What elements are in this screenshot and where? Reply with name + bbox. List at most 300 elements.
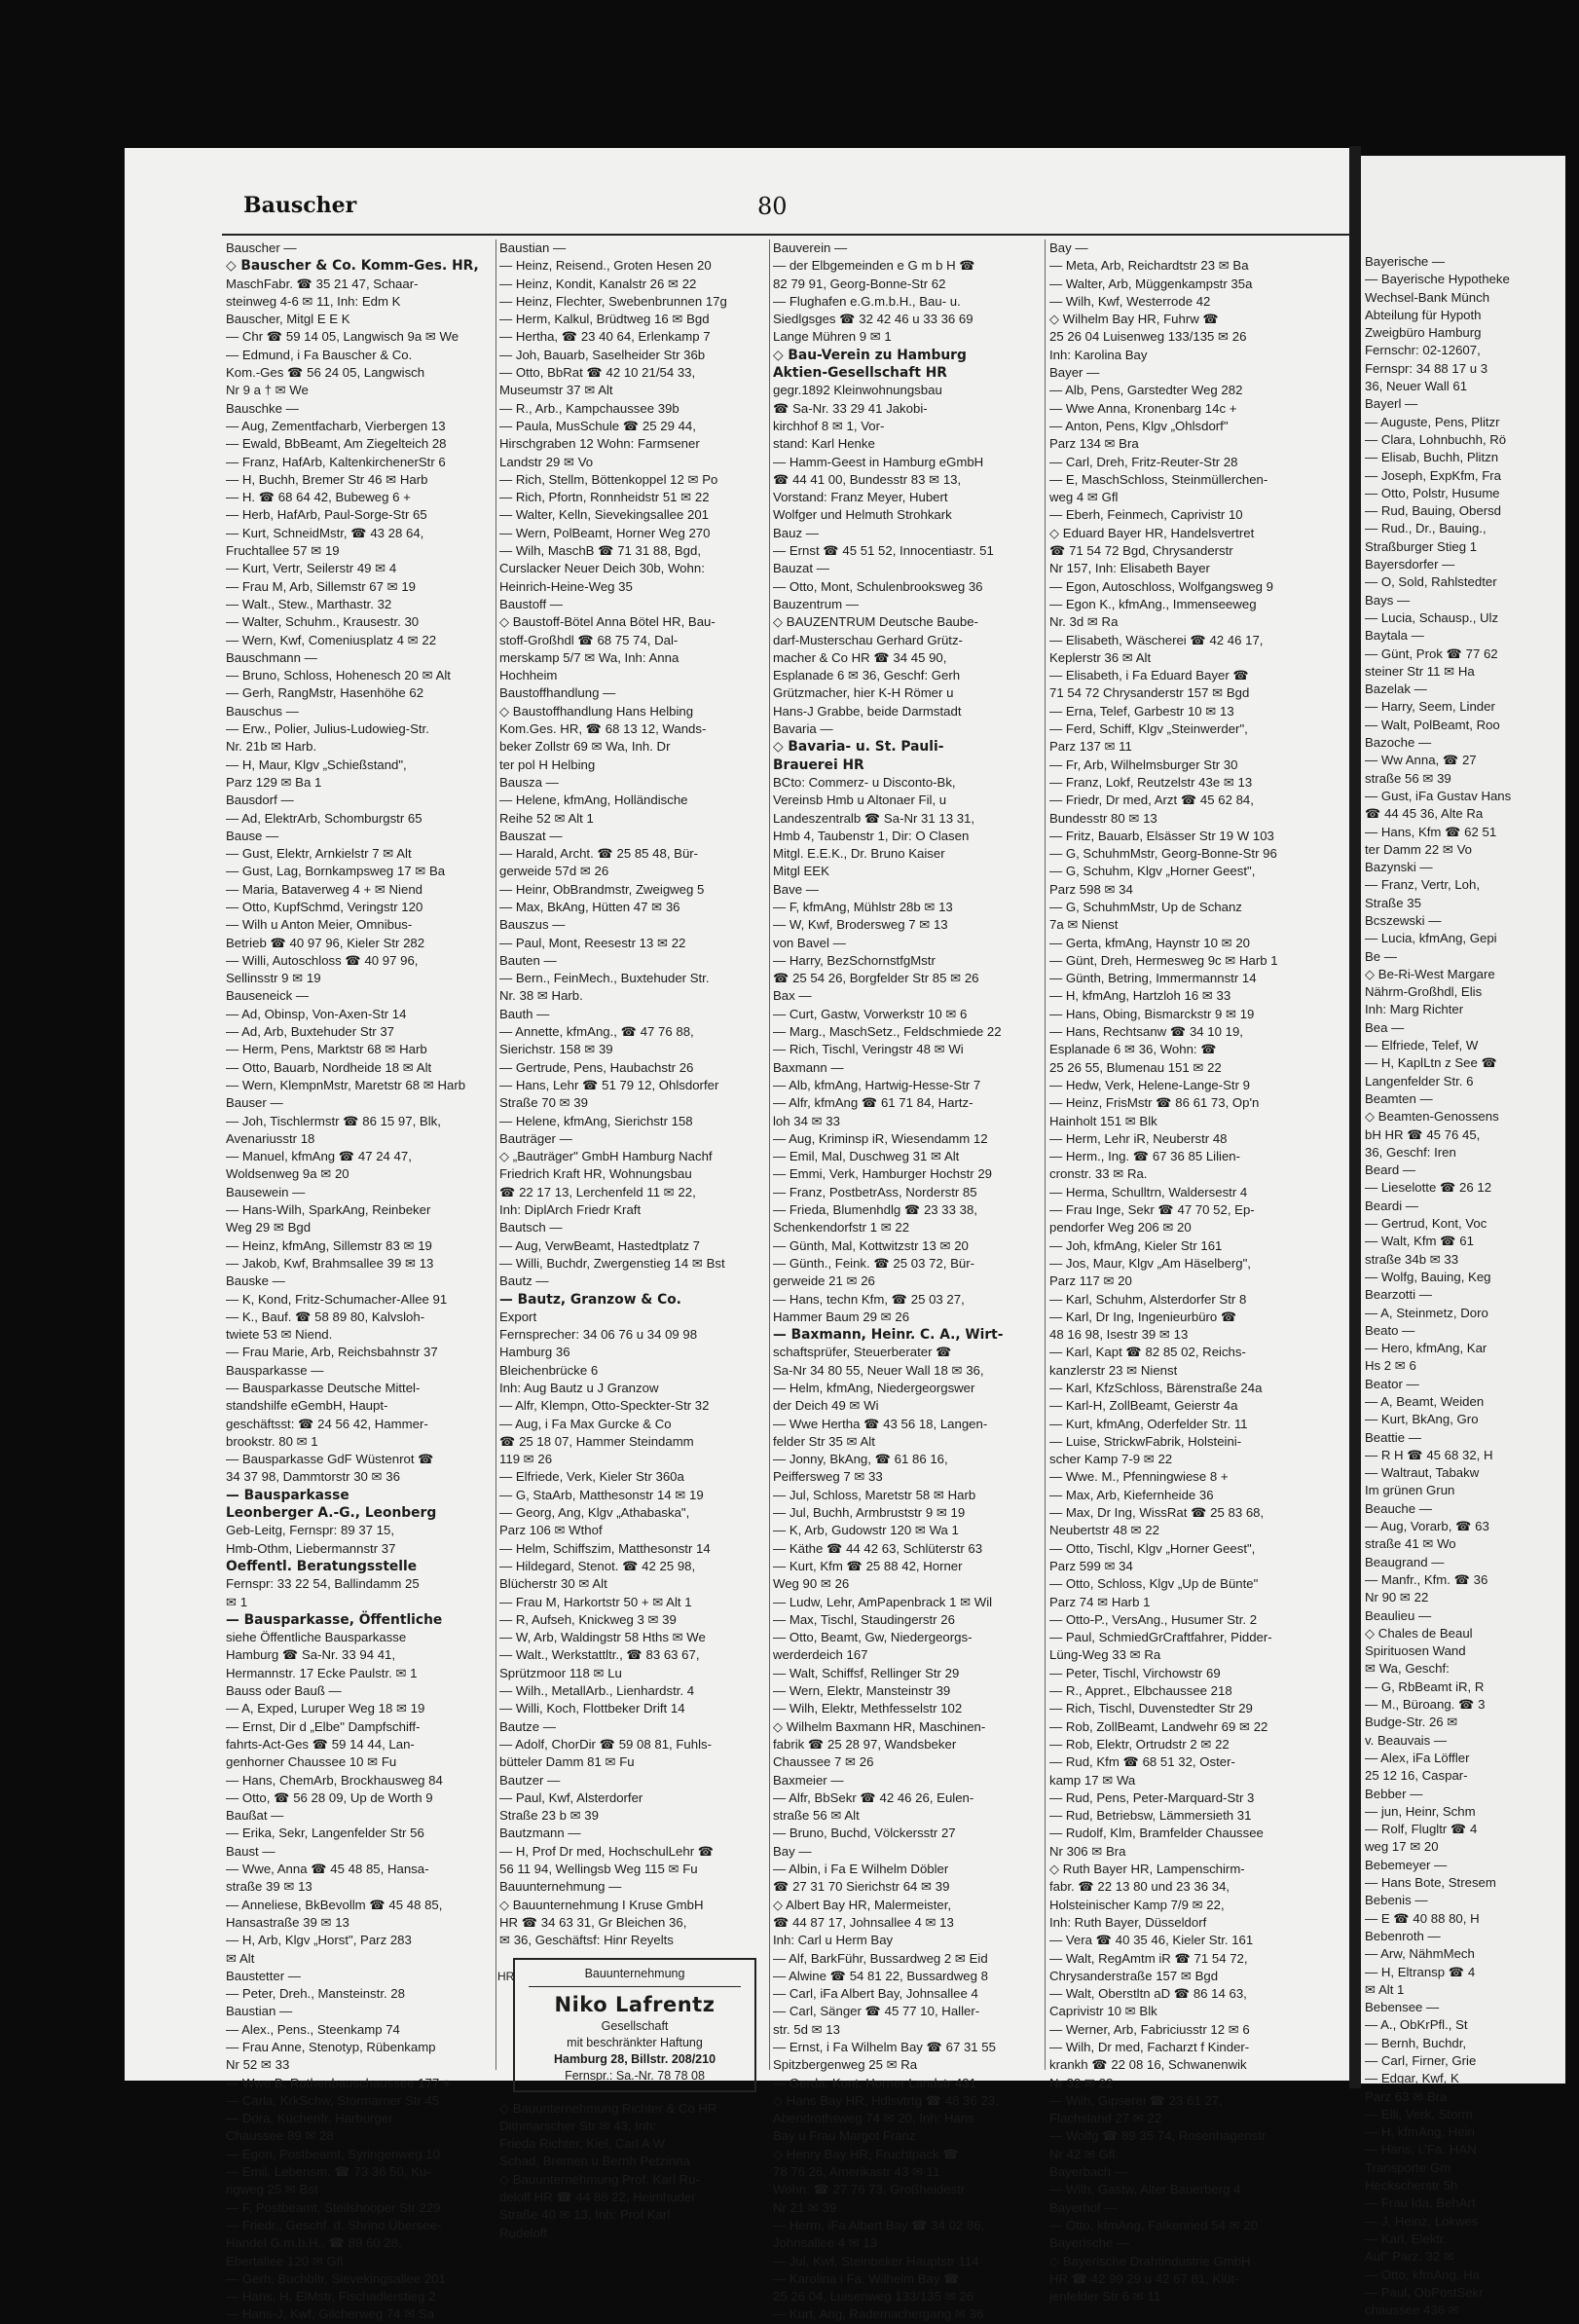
- surname-heading: Bauschke —: [226, 400, 299, 416]
- column-divider: [769, 240, 770, 2070]
- directory-entry-line: Nr 52 ✉ 33: [226, 2057, 290, 2073]
- directory-entry-line: straße 41 ✉ Wo: [1365, 1536, 1456, 1552]
- directory-entry-line: — Jul, Schloss, Maretstr 58 ✉ Harb: [773, 1487, 976, 1502]
- directory-entry-line: — Jonny, BkAng, ☎ 61 86 16,: [773, 1452, 948, 1467]
- directory-entry-line: — Bausparkasse Deutsche Mittel-: [226, 1381, 421, 1395]
- directory-entry-line: Blücherstr 30 ✉ Alt: [499, 1576, 607, 1592]
- directory-entry-line: — Karl, Kapt ☎ 82 85 02, Reichs-: [1049, 1345, 1246, 1360]
- directory-entry-line: — Gust, Elektr, Arnkielstr 7 ✉ Alt: [226, 846, 412, 862]
- directory-entry-line: — Elfriede, Verk, Kieler Str 360a: [499, 1469, 684, 1485]
- directory-entry-line: — Frau Ida, BehArt: [1365, 2195, 1476, 2211]
- directory-entry-line: — Rud, Bauing, Obersd: [1365, 503, 1502, 519]
- directory-entry-line: Grützmacher, hier K-H Römer u: [773, 685, 954, 701]
- directory-entry-line: — Karl-H, ZollBeamt, Geierstr 4a: [1049, 1398, 1238, 1414]
- directory-entry-line: — Hans-J, Kwf, Gilcherweg 74 ✉ Sa: [226, 2306, 435, 2322]
- surname-heading: Bea —: [1365, 1019, 1405, 1035]
- directory-entry-line: ◇ Eduard Bayer HR, Handelsvertret: [1049, 525, 1255, 540]
- directory-entry-line: ☎ 44 41 00, Bundesstr 83 ✉ 13,: [773, 471, 962, 487]
- directory-entry-line: — Gertrud, Kont, Voc: [1365, 1216, 1487, 1232]
- directory-entry-line: Sellinsstr 9 ✉ 19: [226, 971, 321, 986]
- directory-entry-line: darf-Musterschau Gerhard Grütz-: [773, 632, 963, 647]
- directory-entry-line: — Günt, Dreh, Hermesweg 9c ✉ Harb 1: [1049, 952, 1278, 968]
- surname-heading: Bayerische —: [1049, 2235, 1130, 2251]
- directory-entry-line: ◇ Baustoff-Bötel Anna Bötel HR, Bau-: [499, 614, 716, 630]
- directory-entry-line: — Hertha, ☎ 23 40 64, Erlenkamp 7: [499, 329, 711, 345]
- directory-entry-line: loh 34 ✉ 33: [773, 1113, 840, 1128]
- directory-entry-line: — Otto, ☎ 56 28 09, Up de Worth 9: [226, 1789, 433, 1805]
- directory-entry-line: — Walter, Arb, Müggenkampstr 35a: [1049, 276, 1253, 291]
- directory-entry-line: 82 79 91, Georg-Bonne-Str 62: [773, 276, 946, 291]
- directory-entry-line: — Heinz, FrisMstr ☎ 86 61 73, Op'n: [1049, 1095, 1260, 1111]
- directory-entry-line: Auf" Parz. 32 ✉: [1365, 2249, 1454, 2265]
- directory-entry-line: 25 26 04 Luisenweg 133/135 ✉ 26: [1049, 329, 1247, 345]
- surname-heading: Bebensee —: [1365, 2000, 1440, 2015]
- directory-entry-line: 119 ✉ 26: [499, 1452, 553, 1467]
- directory-entry-line: — Anneliese, BkBevollm ☎ 45 48 85,: [226, 1897, 443, 1912]
- directory-entry-line: — Rudolf, Klm, Bramfelder Chaussee: [1049, 1826, 1264, 1841]
- surname-heading: Bebenroth —: [1365, 1928, 1441, 1943]
- directory-entry-line: — Käthe ☎ 44 42 63, Schlüterstr 63: [773, 1540, 983, 1556]
- surname-heading: Bautzer —: [499, 1772, 561, 1788]
- directory-entry-line: — Rud, Kfm ☎ 68 51 32, Oster-: [1049, 1754, 1235, 1770]
- directory-entry-line: — Kurt, BkAng, Gro: [1365, 1412, 1479, 1427]
- directory-entry-line: Im grünen Grun: [1365, 1483, 1455, 1498]
- surname-heading: Bazelak —: [1365, 682, 1427, 697]
- directory-entry-line: ter pol H Helbing: [499, 756, 596, 772]
- directory-entry-line: — Hans, Lehr ☎ 51 79 12, Ohlsdorfer: [499, 1077, 719, 1092]
- directory-entry-line: — Max, Dr Ing, WissRat ☎ 25 83 68,: [1049, 1505, 1265, 1521]
- directory-entry-line: Nr 32 ✉ 22: [1049, 2075, 1114, 2090]
- directory-entry-line: — Jul, Buchh, Armbruststr 9 ✉ 19: [773, 1505, 966, 1521]
- next-page-edge: [1361, 156, 1565, 2318]
- directory-entry-line: — Carla, KrkSchw, Stormarner Str 45: [226, 2092, 440, 2108]
- surname-heading: Bautze —: [499, 1718, 556, 1734]
- advertisement-box: [497, 1958, 756, 2092]
- surname-heading: Bauth —: [499, 1006, 550, 1021]
- directory-entry-line: Esplanade 6 ✉ 36, Geschf: Gerh: [773, 668, 961, 683]
- directory-entry-line: Bay u Frau Margot Franz: [773, 2128, 916, 2144]
- directory-entry-line: — Hans, ChemArb, Brockhausweg 84: [226, 1772, 443, 1788]
- surname-heading: Bauschus —: [226, 703, 299, 719]
- directory-entry-line: ✉ Alt: [226, 1950, 255, 1966]
- directory-entry-line: — Annette, kfmAng., ☎ 47 76 88,: [499, 1024, 694, 1040]
- directory-entry-line: — Kurt, Ang, Rademachergang ✉ 36: [773, 2306, 984, 2322]
- surname-heading: Beauche —: [1365, 1500, 1432, 1516]
- directory-entry-line: gerweide 21 ✉ 26: [773, 1273, 875, 1289]
- directory-entry-line: Langenfelder Str. 6: [1365, 1073, 1474, 1088]
- directory-entry-line: — Emil, Lebensm. ☎ 73 36 50, Ku-: [226, 2164, 431, 2180]
- directory-entry-line: ◇ Wilhelm Baxmann HR, Maschinen-: [773, 1718, 986, 1734]
- directory-entry-line: — Baxmann, Heinr. C. A., Wirt-: [773, 1327, 1004, 1344]
- directory-entry-line: krankh ☎ 22 08 16, Schwanenwik: [1049, 2057, 1247, 2073]
- directory-entry-line: — Bernh, Buchdr,: [1365, 2035, 1467, 2050]
- directory-entry-line: Parz 117 ✉ 20: [1049, 1273, 1132, 1289]
- directory-entry-line: — Rob, ZollBeamt, Landwehr 69 ✉ 22: [1049, 1718, 1268, 1734]
- surname-heading: Bayerhof —: [1049, 2199, 1118, 2215]
- directory-entry-line: — Willi, Buchdr, Zwergenstieg 14 ✉ Bst: [499, 1255, 725, 1271]
- directory-entry-line: — Auguste, Pens, Plitzr: [1365, 414, 1500, 429]
- directory-entry-line: Nr 21 ✉ 39: [773, 2199, 837, 2215]
- directory-entry-line: — Wern, KlempnMstr, Maretstr 68 ✉ Harb: [226, 1077, 466, 1092]
- directory-entry-line: — Walt, PolBeamt, Roo: [1365, 717, 1500, 732]
- directory-entry-line: — Jul, Kwf, Steinbeker Hauptstr 114: [773, 2253, 979, 2269]
- directory-entry-line: — A, Steinmetz, Doro: [1365, 1305, 1488, 1320]
- directory-entry-line: 34 37 98, Dammtorstr 30 ✉ 36: [226, 1469, 400, 1485]
- directory-entry-line: — R., Appret., Elbchaussee 218: [1049, 1683, 1232, 1699]
- directory-entry-line: — Erw., Polier, Julius-Ludowieg-Str.: [226, 721, 429, 737]
- directory-entry-line: — Carl, Firner, Grie: [1365, 2052, 1477, 2068]
- surname-heading: v. Beauvais —: [1365, 1732, 1448, 1748]
- directory-entry-line: — Joh, kfmAng, Kieler Str 161: [1049, 1237, 1223, 1253]
- surname-heading: Bauunternehmung —: [499, 1879, 622, 1895]
- directory-entry-line: — Aug, VerwBeamt, Hastedtplatz 7: [499, 1237, 700, 1253]
- directory-entry-line: — Wern, PolBeamt, Horner Weg 270: [499, 525, 711, 540]
- ad-address: Hamburg 28, Billstr. 208/210: [553, 2051, 716, 2066]
- directory-entry-line: — der Elbgemeinden e G m b H ☎: [773, 258, 975, 274]
- directory-entry-line: — Lucia, kfmAng, Gepi: [1365, 931, 1497, 946]
- directory-entry-line: — Hans-Wilh, SparkAng, Reinbeker: [226, 1202, 431, 1218]
- directory-entry-line: merskamp 5/7 ✉ Wa, Inh: Anna: [499, 649, 679, 665]
- surname-heading: Baust —: [226, 1843, 275, 1859]
- directory-entry-line: — Joseph, ExpKfm, Fra: [1365, 467, 1501, 483]
- directory-entry-line: Chaussee 89 ✉ 28: [226, 2128, 334, 2144]
- directory-entry-line: fabrik ☎ 25 28 97, Wandsbeker: [773, 1736, 957, 1752]
- directory-entry-line: Nr 90 ✉ 22: [1365, 1590, 1429, 1605]
- directory-entry-line: Lüng-Weg 33 ✉ Ra: [1049, 1647, 1161, 1663]
- directory-entry-line: Straßburger Stieg 1: [1365, 538, 1478, 554]
- directory-entry-line: steiner Str 11 ✉ Ha: [1365, 663, 1475, 679]
- directory-entry-line: — Max, Tischl, Staudingerstr 26: [773, 1611, 955, 1627]
- directory-entry-line: chaussee 436 ✉: [1365, 2303, 1459, 2318]
- directory-entry-line: geschäftsst: ☎ 24 56 42, Hammer-: [226, 1416, 428, 1431]
- directory-entry-line: — Wilh, MaschB ☎ 71 31 88, Bgd,: [499, 543, 702, 559]
- directory-entry-line: Parz 129 ✉ Ba 1: [226, 774, 322, 790]
- directory-entry-line: — Kurt, kfmAng, Oderfelder Str. 11: [1049, 1416, 1248, 1431]
- directory-entry-line: — Carl, Sänger ☎ 45 77 10, Haller-: [773, 2004, 980, 2019]
- directory-entry-line: — Walter, Schuhm., Krausestr. 30: [226, 614, 420, 630]
- directory-entry-line: — Herm, Kalkul, Brüdtweg 16 ✉ Bgd: [499, 312, 710, 327]
- surname-heading: Be —: [1365, 948, 1397, 964]
- directory-entry-line: — Peter, Tischl, Virchowstr 69: [1049, 1665, 1221, 1680]
- directory-entry-line: — Max, Arb, Kiefernheide 36: [1049, 1487, 1214, 1502]
- directory-entry-line: — Ernst ☎ 45 51 52, Innocentiastr. 51: [773, 543, 994, 559]
- directory-entry-line: Inh: Ruth Bayer, Düsseldorf: [1049, 1914, 1207, 1930]
- directory-entry-line: scher Kamp 7-9 ✉ 22: [1049, 1452, 1173, 1467]
- directory-entry-line: Wolfger und Helmuth Strohkark: [773, 507, 952, 523]
- surname-heading: Bautzmann —: [499, 1826, 581, 1841]
- directory-entry-line: — Alex., Pens., Steenkamp 74: [226, 2021, 400, 2037]
- column-5: [1365, 253, 1579, 2319]
- directory-entry-line: Hainholt 151 ✉ Blk: [1049, 1113, 1157, 1128]
- directory-entry-line: — Gertrude, Pens, Haubachstr 26: [499, 1059, 694, 1075]
- directory-entry-line: weg 4 ✉ Gfl: [1049, 490, 1119, 505]
- directory-entry-line: — Frau Marie, Arb, Reichsbahnstr 37: [226, 1345, 438, 1360]
- directory-entry-line: — Walt, RegAmtm iR ☎ 71 54 72,: [1049, 1950, 1248, 1966]
- directory-entry-line: — Helm, Schiffszim, Matthesonstr 14: [499, 1540, 711, 1556]
- directory-entry-line: — Edgar, Kwf, K: [1365, 2071, 1459, 2086]
- directory-entry-line: — Herm, Lehr iR, Neuberstr 48: [1049, 1130, 1228, 1146]
- directory-entry-line: — Otto, KupfSchmd, Veringstr 120: [226, 899, 423, 914]
- directory-entry-line: — Herm, Pens, Marktstr 68 ✉ Harb: [226, 1042, 427, 1057]
- directory-entry-line: — Hans, Rechtsanw ☎ 34 10 19,: [1049, 1024, 1243, 1040]
- surname-heading: Bebenis —: [1365, 1893, 1428, 1908]
- directory-entry-line: — Gust, Lag, Bornkampsweg 17 ✉ Ba: [226, 864, 446, 879]
- directory-entry-line: — Karl, KfzSchloss, Bärenstraße 24a: [1049, 1381, 1263, 1395]
- directory-entry-line: Sprützmoor 118 ✉ Lu: [499, 1665, 622, 1680]
- directory-entry-line: — Maria, Bataverweg 4 + ✉ Niend: [226, 881, 422, 897]
- directory-entry-line: — Ernst, Dir d „Elbe" Dampfschiff-: [226, 1718, 421, 1734]
- directory-entry-line: — Franz, Vertr, Loh,: [1365, 877, 1481, 893]
- directory-entry-line: ◇ Baustoffhandlung Hans Helbing: [499, 703, 694, 719]
- directory-entry-line: Parz 74 ✉ Harb 1: [1049, 1594, 1151, 1609]
- directory-entry-line: — Günt, Prok ☎ 77 62: [1365, 646, 1498, 661]
- directory-entry-line: — Elfriede, Telef, W: [1365, 1038, 1479, 1053]
- directory-entry-line: — Bruno, Schloss, Hohenesch 20 ✉ Alt: [226, 668, 451, 683]
- directory-entry-line: Weg 90 ✉ 26: [773, 1576, 850, 1592]
- directory-entry-line: — G, SchuhmMstr, Georg-Bonne-Str 96: [1049, 846, 1277, 862]
- directory-entry-line: — Kurt, Vertr, Seilerstr 49 ✉ 4: [226, 561, 397, 576]
- directory-entry-line: — Walt, Oberstltn aD ☎ 86 14 63,: [1049, 1986, 1247, 2002]
- directory-entry-line: Hans-J Grabbe, beide Darmstadt: [773, 703, 962, 719]
- directory-entry-line: — Meta, Arb, Reichardtstr 23 ✉ Ba: [1049, 258, 1249, 274]
- surname-heading: Bautsch —: [499, 1220, 563, 1236]
- directory-entry-line: — Otto, kfmAng, Falkenried 54 ✉ 20: [1049, 2217, 1259, 2232]
- directory-entry-line: — E ☎ 40 88 80, H: [1365, 1910, 1480, 1926]
- directory-entry-line: — Walter, Kelln, Sievekingsallee 201: [499, 507, 710, 523]
- ad-line-1: Gesellschaft: [601, 2018, 669, 2033]
- directory-entry-line: — Frau Anne, Stenotyp, Rübenkamp: [226, 2039, 436, 2054]
- directory-entry-line: Fernspr: 33 22 54, Ballindamm 25: [226, 1576, 420, 1592]
- directory-entry-line: — Wilh, Elektr, Methfesselstr 102: [773, 1701, 963, 1716]
- directory-entry-line: — H, kfmAng, Hartzloh 16 ✉ 33: [1049, 988, 1231, 1004]
- directory-entry-line: Hirschgraben 12 Wohn: Farmsener: [499, 436, 700, 452]
- surname-heading: Bauss oder Bauß —: [226, 1683, 342, 1699]
- directory-entry-line: — Gerh, Buchbltr, Sievekingsallee 201: [226, 2270, 446, 2286]
- directory-entry-line: — Frau M, Arb, Sillemstr 67 ✉ 19: [226, 578, 416, 594]
- directory-entry-line: — Erna, Telef, Garbestr 10 ✉ 13: [1049, 703, 1234, 719]
- directory-entry-line: Kom.Ges. HR, ☎ 68 13 12, Wands-: [499, 721, 707, 737]
- directory-entry-line: Nr 157, Inh: Elisabeth Bayer: [1049, 561, 1210, 576]
- directory-entry-line: Leonberger A.-G., Leonberg: [226, 1505, 437, 1522]
- directory-entry-line: — Walt., Stew., Marthastr. 32: [226, 596, 392, 611]
- ad-phone: Fernspr.: Sa.-Nr. 78 78 08: [565, 2068, 705, 2083]
- directory-entry-line: ☎ 71 54 72 Bgd, Chrysanderstr: [1049, 543, 1233, 559]
- directory-entry-line: — Helene, kfmAng, Holländische: [499, 793, 688, 808]
- directory-entry-line: — Helm, kfmAng, Niedergeorgswer: [773, 1381, 975, 1395]
- surname-heading: Bauträger —: [499, 1130, 572, 1146]
- directory-entry-line: — Bern., FeinMech., Buxtehuder Str.: [499, 971, 710, 986]
- directory-entry-line: — Wwe Hertha ☎ 43 56 18, Langen-: [773, 1416, 988, 1431]
- surname-heading: Bebber —: [1365, 1786, 1423, 1801]
- directory-entry-line: brookstr. 80 ✉ 1: [226, 1433, 318, 1449]
- directory-entry-line: Nr. 21b ✉ Harb.: [226, 739, 317, 755]
- directory-entry-line: stoff-Großhdl ☎ 68 75 74, Dal-: [499, 632, 679, 647]
- directory-entry-line: kamp 17 ✉ Wa: [1049, 1772, 1136, 1788]
- directory-entry-line: Museumstr 37 ✉ Alt: [499, 383, 613, 398]
- directory-entry-line: — Paul, SchmiedGrCraftfahrer, Pidder-: [1049, 1630, 1272, 1645]
- directory-entry-line: ☎ Sa-Nr. 33 29 41 Jakobi-: [773, 400, 928, 416]
- directory-entry-line: — Frieda, Blumenhdlg ☎ 23 33 38,: [773, 1202, 977, 1218]
- directory-entry-line: — Walt, Kfm ☎ 61: [1365, 1234, 1474, 1249]
- directory-entry-line: ◇ Bavaria- u. St. Pauli-: [773, 739, 944, 756]
- directory-entry-line: Hmb-Othm, Liebermannstr 37: [226, 1540, 396, 1556]
- directory-entry-line: — E, MaschSchloss, Steinmüllerchen-: [1049, 471, 1268, 487]
- directory-entry-line: 25 26 04, Luisenweg 133/135 ✉ 26: [773, 2289, 974, 2305]
- directory-entry-line: — Dora, Küchenfr, Harburger: [226, 2111, 393, 2126]
- directory-entry-line: — Hamm-Geest in Hamburg eGmbH: [773, 454, 984, 469]
- directory-entry-line: ◇ Hans Bay HR, Hdlsvtrtg ☎ 48 36 23,: [773, 2092, 999, 2108]
- directory-entry-line: Parz 598 ✉ 34: [1049, 881, 1133, 897]
- directory-entry-line: stand: Karl Henke: [773, 436, 875, 452]
- directory-entry-line: Inh: DiplArch Friedr Kraft: [499, 1202, 642, 1218]
- directory-entry-line: Brauerei HR: [773, 756, 864, 773]
- directory-entry-line: Transporte Gm: [1365, 2159, 1451, 2175]
- directory-entry-line: straße 34b ✉ 33: [1365, 1251, 1459, 1267]
- directory-entry-line: Inh: Karolina Bay: [1049, 347, 1148, 362]
- directory-entry-line: — Wwe B, Rothenbauschaussee 177 +: [226, 2075, 451, 2090]
- directory-entry-line: Abteilung für Hypoth: [1365, 307, 1482, 322]
- directory-entry-line: — Karolina i Fa. Wilhelm Bay ☎: [773, 2270, 960, 2286]
- surname-heading: Bause —: [226, 828, 279, 843]
- directory-entry-line: Betrieb ☎ 40 97 96, Kieler Str 282: [226, 935, 425, 950]
- directory-entry-line: ◇ Be-Ri-West Margare: [1365, 966, 1495, 981]
- directory-entry-line: — Wwe. M., Pfenningwiese 8 +: [1049, 1469, 1229, 1485]
- directory-entry-line: 25 26 55, Blumenau 151 ✉ 22: [1049, 1059, 1222, 1075]
- directory-entry-line: Fruchtallee 57 ✉ 19: [226, 543, 340, 559]
- surname-heading: Bayersdorfer —: [1365, 557, 1455, 572]
- directory-entry-line: — Bayerische Hypotheke: [1365, 272, 1510, 287]
- directory-entry-line: — J, Heinz, Lokwes: [1365, 2213, 1479, 2229]
- directory-entry-line: Landstr 29 ✉ Vo: [499, 454, 594, 469]
- directory-entry-line: 36, Neuer Wall 61: [1365, 379, 1468, 394]
- directory-entry-line: gerweide 57d ✉ 26: [499, 864, 609, 879]
- directory-entry-line: Fernsprecher: 34 06 76 u 34 09 98: [499, 1327, 698, 1343]
- directory-entry-line: — Manfr., Kfm. ☎ 36: [1365, 1571, 1488, 1587]
- directory-entry-line: Esplanade 6 ✉ 36, Wohn: ☎: [1049, 1042, 1217, 1057]
- directory-entry-line: — Georg, Ang, Klgv „Athabaska",: [499, 1505, 690, 1521]
- surname-heading: Baustoff —: [499, 596, 563, 611]
- directory-entry-line: ☎ 25 18 07, Hammer Steindamm: [499, 1433, 694, 1449]
- surname-heading: Bayerbach —: [1049, 2164, 1127, 2180]
- directory-entry-line: — Werner, Arb, Fabriciusstr 12 ✉ 6: [1049, 2021, 1250, 2037]
- directory-entry-line: — Paul, Kwf, Alsterdorfer: [499, 1789, 643, 1805]
- directory-entry-line: — Wilh u Anton Meier, Omnibus-: [226, 917, 413, 933]
- directory-entry-line: — Wilh, Kwf, Westerrode 42: [1049, 293, 1211, 309]
- surname-heading: Bauzentrum —: [773, 596, 859, 611]
- directory-entry-line: Keplerstr 36 ✉ Alt: [1049, 649, 1152, 665]
- surname-heading: Bavaria —: [773, 721, 833, 737]
- surname-heading: Bax —: [773, 988, 812, 1004]
- directory-entry-line: Hmb 4, Taubenstr 1, Dir: O Clasen: [773, 828, 970, 843]
- running-header: Bauscher: [243, 193, 357, 218]
- surname-heading: Bauscher —: [226, 240, 297, 255]
- directory-entry-line: Hs 2 ✉ 6: [1365, 1358, 1416, 1374]
- directory-entry-line: straße 56 ✉ 39: [1365, 770, 1451, 786]
- directory-entry-line: — Günth, Betring, Immermannstr 14: [1049, 971, 1257, 986]
- directory-entry-line: — Ferd, Schiff, Klgv „Steinwerder",: [1049, 721, 1248, 737]
- directory-entry-line: — Elisab, Buchh, Plitzn: [1365, 450, 1499, 465]
- directory-entry-line: — Rolf, Flugltr ☎ 4: [1365, 1822, 1478, 1837]
- directory-entry-line: — Alex, iFa Löffler: [1365, 1750, 1470, 1765]
- directory-entry-line: — Herma, Schulltrn, Waldersestr 4: [1049, 1184, 1248, 1199]
- directory-entry-line: — Hans, Obing, Bismarckstr 9 ✉ 19: [1049, 1006, 1255, 1021]
- directory-entry-line: — Herm, iFa Albert Bay ☎ 34 02 86,: [773, 2217, 985, 2232]
- directory-entry-line: — Arw, NähmMech: [1365, 1946, 1475, 1962]
- directory-entry-line: — Otto, Polstr, Husume: [1365, 485, 1500, 500]
- directory-entry-line: — Bruno, Buchd, Völckersstr 27: [773, 1826, 956, 1841]
- directory-entry-line: — Wwe, Anna ☎ 45 48 85, Hansa-: [226, 1862, 429, 1877]
- directory-entry-line: siehe Öffentliche Bausparkasse: [226, 1630, 407, 1645]
- directory-entry-line: Nr 9 a † ✉ We: [226, 383, 309, 398]
- surname-heading: Baxmann —: [773, 1059, 844, 1075]
- directory-entry-line: — H, Buchh, Bremer Str 46 ✉ Harb: [226, 471, 428, 487]
- directory-entry-line: pendorfer Weg 206 ✉ 20: [1049, 1220, 1192, 1236]
- directory-entry-line: — Wilh., MetallArb., Lienhardstr. 4: [499, 1683, 695, 1699]
- directory-entry-line: — Carl, Dreh, Fritz-Reuter-Str 28: [1049, 454, 1238, 469]
- directory-entry-line: der Deich 49 ✉ Wi: [773, 1398, 879, 1414]
- directory-entry-line: — Walt, Schiffsf, Rellinger Str 29: [773, 1665, 960, 1680]
- directory-entry-line: Holsteinischer Kamp 7/9 ✉ 22,: [1049, 1897, 1225, 1912]
- directory-entry-line: straße 56 ✉ Alt: [773, 1808, 860, 1824]
- directory-entry-line: — F, kfmAng, Mühlstr 28b ✉ 13: [773, 899, 953, 914]
- directory-entry-line: — Alf, BarkFühr, Bussardweg 2 ✉ Eid: [773, 1950, 988, 1966]
- surname-heading: Beato —: [1365, 1322, 1415, 1338]
- directory-entry-line: — Manuel, kfmAng ☎ 47 24 47,: [226, 1149, 412, 1164]
- directory-entry-line: — Lucia, Schausp., Ulz: [1365, 609, 1499, 625]
- directory-entry-line: — Joh, Bauarb, Saselheider Str 36b: [499, 347, 706, 362]
- surname-heading: Baustian —: [499, 240, 567, 255]
- directory-entry-line: — Egon K., kfmAng., Immenseeweg: [1049, 596, 1257, 611]
- surname-heading: Baustian —: [226, 2004, 293, 2019]
- directory-entry-line: — A, Exped, Luruper Weg 18 ✉ 19: [226, 1701, 425, 1716]
- directory-entry-line: 56 11 94, Wellingsb Weg 115 ✉ Fu: [499, 1862, 698, 1877]
- directory-entry-line: — Otto-P., VersAng., Husumer Str. 2: [1049, 1611, 1258, 1627]
- directory-entry-line: 48 16 98, Isestr 39 ✉ 13: [1049, 1327, 1189, 1343]
- directory-entry-line: ◇ Wilhelm Bay HR, Fuhrw ☎: [1049, 312, 1219, 327]
- surname-heading: Beardi —: [1365, 1198, 1418, 1213]
- surname-heading: Bayer —: [1049, 365, 1100, 381]
- directory-entry-line: jenfelder Str 6 ✉ 11: [1049, 2289, 1161, 2305]
- directory-entry-line: Hamburg ☎ Sa-Nr. 33 94 41,: [226, 1647, 396, 1663]
- directory-entry-line: — Bausparkasse: [226, 1487, 349, 1503]
- directory-entry-line: — Lieselotte ☎ 26 12: [1365, 1180, 1492, 1196]
- directory-entry-line: kirchhof 8 ✉ 1, Vor-: [773, 418, 885, 433]
- directory-entry-line: — Rob, Elektr, Ortrudstr 2 ✉ 22: [1049, 1736, 1230, 1752]
- directory-entry-line: — Egon, Postbeamt, Syringenweg 10: [226, 2146, 440, 2161]
- directory-entry-line: Woldsenweg 9a ✉ 20: [226, 1166, 349, 1182]
- directory-entry-line: — Günth, Mal, Kottwitzstr 13 ✉ 20: [773, 1237, 969, 1253]
- directory-entry-line: ☎ 22 17 13, Lerchenfeld 11 ✉ 22,: [499, 1184, 696, 1199]
- directory-entry-line: — Franz, HafArb, KaltenkirchenerStr 6: [226, 454, 446, 469]
- directory-entry-line: — G, Schuhm, Klgv „Horner Geest",: [1049, 864, 1256, 879]
- directory-entry-line: rigweg 25 ✉ Bst: [226, 2182, 318, 2197]
- directory-entry-line: — Clara, Lohnbuchh, Rö: [1365, 431, 1507, 447]
- directory-entry-line: — Marg., MaschSetz., Feldschmiede 22: [773, 1024, 1002, 1040]
- surname-heading: Bearzotti —: [1365, 1287, 1432, 1303]
- directory-entry-line: — Friedr., Geschf. d. Shrino Übersee-: [226, 2217, 442, 2232]
- directory-entry-line: genhorner Chaussee 10 ✉ Fu: [226, 1754, 397, 1770]
- directory-entry-line: twiete 53 ✉ Niend.: [226, 1327, 333, 1343]
- directory-entry-line: — Wilh, Gipserei ☎ 23 61 27,: [1049, 2092, 1223, 2108]
- directory-entry-line: — Harry, Seem, Linder: [1365, 699, 1495, 715]
- surname-heading: Bauszus —: [499, 917, 566, 933]
- directory-entry-line: Bundesstr 80 ✉ 13: [1049, 810, 1157, 826]
- surname-heading: Beamten —: [1365, 1090, 1433, 1106]
- directory-entry-line: ◇ Bauunternehmung Richter & Co HR: [499, 2100, 717, 2116]
- directory-entry-line: — R, Aufseh, Knickweg 3 ✉ 39: [499, 1611, 677, 1627]
- directory-entry-line: — Heinz, kfmAng, Sillemstr 83 ✉ 19: [226, 1237, 432, 1253]
- directory-entry-line: — jun, Heinr, Schm: [1365, 1803, 1476, 1819]
